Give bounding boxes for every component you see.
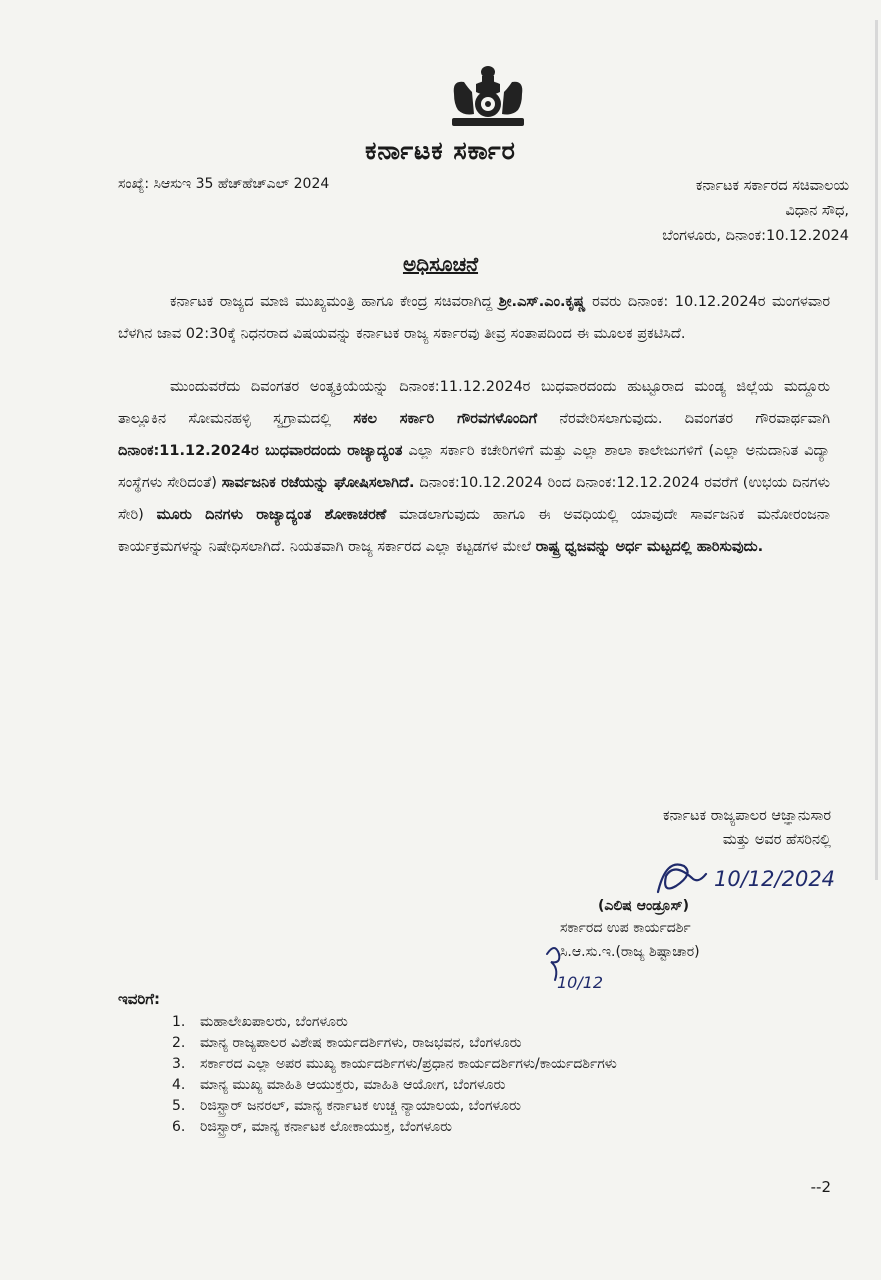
text-span: ಎಲ್ಲಾ ಸರ್ಕಾರಿ ಕಚೇರಿಗಳಿಗೆ ಮತ್ತು ಎಲ್ಲಾ ಶಾಲಾ ಕಾಲೇಜುಗಳಿಗೆ (ಎಲ್ಲಾ ಅನುದಾನಿತ ವಿದ್ಯಾ ಸಂಸ್ಥೆಗಳು ಸೇರಿದಂತೆ) (118, 443, 830, 491)
item-text: ರಿಜಿಸ್ಟ್ರಾರ್, ಮಾನ್ಯ ಕರ್ನಾಟಕ ಲೋಕಾಯುಕ್ತ, ಬೆಂಗಳೂರು (200, 1119, 453, 1135)
list-item (172, 1096, 812, 1117)
text-span: ರವರು ದಿನಾಂಕ: 10.12.2024ರ ಮಂಗಳವಾರ ಬೆಳಗಿನ ಜಾವ 02:30ಕ್ಕೆ ನಿಧನರಾದ ವಿಷಯವನ್ನು ಕರ್ನಾಟಕ ರಾಜ್ಯ ಸರ್ಕಾರವು ತೀವ್ರ ಸಂತಾಪದಿಂದ ಈ ಮೂಲಕ ಪ್ರಕಟಿಸಿದೆ. (118, 294, 830, 342)
bold-name: ಶ್ರೀ.ಎಸ್.ಎಂ.ಕೃಷ್ಣ (498, 294, 586, 310)
recipients-label: ಇವರಿಗೆ: (118, 990, 161, 1008)
order-line: ಕರ್ನಾಟಕ ರಾಜ್ಯಪಾಲರ ಆಜ್ಞಾನುಸಾರ (662, 808, 831, 824)
state-emblem-icon (448, 64, 528, 130)
bold-text: ದಿನಾಂಕ:11.12.2024ರ ಬುಧವಾರದಂದು ರಾಜ್ಯಾದ್ಯಂತ (118, 443, 403, 459)
page-number: --2 (810, 1178, 831, 1196)
address-line: ಕರ್ನಾಟಕ ಸರ್ಕಾರದ ಸಚಿವಾಲಯ (695, 178, 849, 194)
office-address (579, 174, 849, 249)
list-item (172, 1054, 812, 1075)
paragraph-arrangements (118, 371, 830, 563)
text-span: ಕರ್ನಾಟಕ ರಾಜ್ಯದ ಮಾಜಿ ಮುಖ್ಯಮಂತ್ರಿ ಹಾಗೂ ಕೇಂದ್ರ ಸಚಿವರಾಗಿದ್ದ (170, 294, 499, 310)
signatory-department: ಸಿ.ಆ.ಸು.ಇ.(ರಾಜ್ಯ ಶಿಷ್ಟಾಚಾರ) (560, 944, 700, 960)
text-span: ಮುಂದುವರೆದು ದಿವಂಗತರ ಅಂತ್ಯಕ್ರಿಯೆಯನ್ನು ದಿನಾಂಕ:11.12.2024ರ ಬುಧವಾರದಂದು ಹುಟ್ಟೂರಾದ ಮಂಡ್ಯ ಜಿಲ್ಲೆಯ ಮದ್ದೂರು ತಾಲ್ಲೂಕಿನ ಸೋಮನಹಳ್ಳಿ ಸ್ವಗ್ರಾಮದಲ್ಲಿ (118, 379, 830, 427)
item-number: 3. (172, 1056, 186, 1072)
item-number: 2. (172, 1035, 186, 1051)
item-number: 5. (172, 1098, 186, 1114)
item-number: 4. (172, 1077, 186, 1093)
item-number: 1. (172, 1014, 186, 1030)
item-text: ಸರ್ಕಾರದ ಎಲ್ಲಾ ಅಪರ ಮುಖ್ಯ ಕಾರ್ಯದರ್ಶಿಗಳು/ಪ್ರಧಾನ ಕಾರ್ಯದರ್ಶಿಗಳು/ಕಾರ್ಯದರ್ಶಿಗಳು (200, 1056, 617, 1072)
bold-text: ಮೂರು ದಿನಗಳು ರಾಜ್ಯಾದ್ಯಂತ ಶೋಕಾಚರಣೆ (156, 507, 387, 523)
order-authority (501, 804, 831, 852)
item-text: ಮಹಾಲೇಖಪಾಲರು, ಬೆಂಗಳೂರು (200, 1014, 348, 1030)
list-item (172, 1033, 812, 1054)
handwritten-initials (541, 940, 611, 994)
item-text: ಮಾನ್ಯ ರಾಜ್ಯಪಾಲರ ವಿಶೇಷ ಕಾರ್ಯದರ್ಶಿಗಳು, ರಾಜಭವನ, ಬೆಂಗಳೂರು (200, 1035, 522, 1051)
list-item (172, 1117, 812, 1138)
address-date: ಬೆಂಗಳೂರು, ದಿನಾಂಕ:10.12.2024 (662, 228, 849, 244)
reference-number: ಸಂಖ್ಯೆ: ಸಿಆಸುಇ 35 ಹೆಚ್‌ಹೆಚ್‌ಎಲ್ 2024 (118, 176, 330, 192)
text-span: ದಿನಾಂಕ:10.12.2024 ರಿಂದ ದಿನಾಂಕ:12.12.2024 ರವರೆಗೆ (ಉಭಯ ದಿನಗಳು ಸೇರಿ) (118, 475, 830, 523)
bold-text: ಸಾರ್ವಜನಿಕ ರಜೆಯನ್ನು ಘೋಷಿಸಲಾಗಿದೆ. (221, 475, 415, 491)
list-item (172, 1075, 812, 1096)
signatory-designation: ಸರ್ಕಾರದ ಉಪ ಕಾರ್ಯದರ್ಶಿ (560, 920, 691, 936)
text-span: ನೆರವೇರಿಸಲಾಗುವುದು. ದಿವಂಗತರ ಗೌರವಾರ್ಥವಾಗಿ (537, 411, 830, 427)
bold-text: ರಾಷ್ಟ್ರ ಧ್ವಜವನ್ನು ಅರ್ಧ ಮಟ್ಟದಲ್ಲಿ ಹಾರಿಸುವುದು. (535, 539, 764, 555)
initials-date: 10/12 (557, 973, 604, 992)
order-line: ಮತ್ತು ಅವರ ಹೆಸರಿನಲ್ಲಿ (722, 832, 831, 848)
item-number: 6. (172, 1119, 186, 1135)
government-title: ಕರ್ನಾಟಕ ಸರ್ಕಾರ (365, 136, 516, 165)
notification-body (118, 286, 830, 584)
recipients-list (172, 1012, 812, 1138)
signatory-name: (ಎಲಿಷ ಆಂಡ್ರೂಸ್) (598, 898, 689, 914)
address-line: ವಿಧಾನ ಸೌಧ, (785, 203, 849, 219)
item-text: ರಿಜಿಸ್ಟ್ರಾರ್ ಜನರಲ್, ಮಾನ್ಯ ಕರ್ನಾಟಕ ಉಚ್ಚ ನ್ಯಾಯಾಲಯ, ಬೆಂಗಳೂರು (200, 1098, 521, 1114)
list-item (172, 1012, 812, 1033)
handwritten-signature (636, 852, 836, 902)
item-text: ಮಾನ್ಯ ಮುಖ್ಯ ಮಾಹಿತಿ ಆಯುಕ್ತರು, ಮಾಹಿತಿ ಆಯೋಗ, ಬೆಂಗಳೂರು (200, 1077, 506, 1093)
text-span: ಮಾಡಲಾಗುವುದು ಹಾಗೂ ಈ ಅವಧಿಯಲ್ಲಿ ಯಾವುದೇ ಸಾರ್ವಜನಿಕ ಮನೋರಂಜನಾ ಕಾರ್ಯಕ್ರಮಗಳನ್ನು ನಿಷೇಧಿಸಲಾಗಿದೆ. ನಿಯತವಾಗಿ ರಾಜ್ಯ ಸರ್ಕಾರದ ಎಲ್ಲಾ ಕಟ್ಟಡಗಳ ಮೇಲೆ (118, 507, 830, 555)
signature-date: 10/12/2024 (714, 867, 836, 891)
notification-heading: ಅಧಿಸೂಚನೆ (402, 252, 479, 276)
bold-text: ಸಕಲ ಸರ್ಕಾರಿ ಗೌರವಗಳೊಂದಿಗೆ (353, 411, 538, 427)
paragraph-announcement (118, 286, 830, 350)
